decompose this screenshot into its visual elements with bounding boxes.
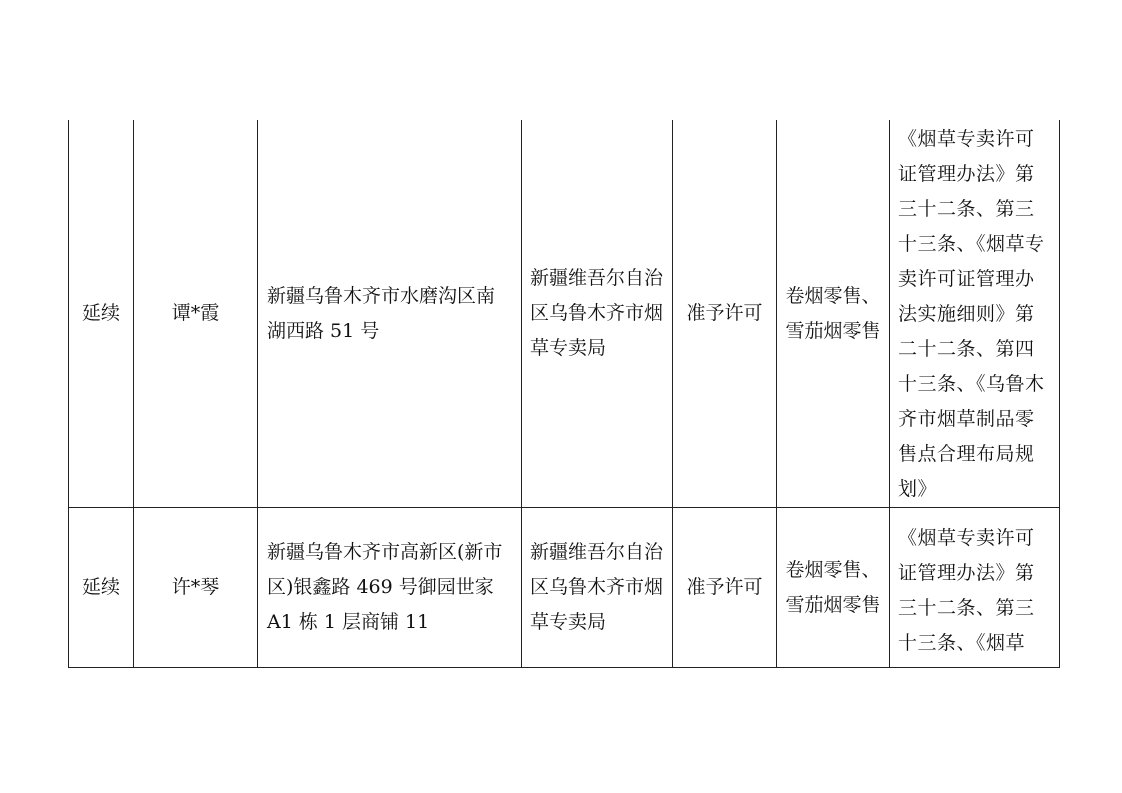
cell-type-text: 延续 — [81, 576, 120, 598]
cell-scope-text: 卷烟零售、雪茄烟零售 — [785, 558, 881, 616]
cell-address — [258, 120, 522, 508]
cell-address — [258, 508, 522, 668]
cell-address-text: 新疆乌鲁木齐市水磨沟区南湖西路 51 号 — [267, 284, 496, 342]
cell-basis-text: 《烟草专卖许可证管理办法》第三十二条、第三十三条、《烟草 — [898, 527, 1035, 654]
cell-name-text: 谭*霞 — [171, 302, 220, 324]
cell-decision-text: 准予许可 — [686, 302, 763, 324]
cell-authority — [522, 120, 673, 508]
cell-type — [69, 120, 134, 508]
cell-type — [69, 508, 134, 668]
table-row — [69, 508, 1060, 668]
cell-name-text: 许*琴 — [171, 576, 220, 598]
license-table — [68, 120, 1060, 668]
cell-authority-text: 新疆维吾尔自治区乌鲁木齐市烟草专卖局 — [530, 267, 664, 359]
cell-type-text: 延续 — [81, 302, 120, 324]
cell-basis — [890, 508, 1060, 668]
cell-scope — [777, 508, 890, 668]
cell-basis-text: 《烟草专卖许可证管理办法》第三十二条、第三十三条、《烟草专卖许可证管理办法实施细则》第二十二条、第四十三条、《乌鲁木齐市烟草制品零售点合理布局规划》 — [898, 128, 1045, 500]
cell-authority — [522, 508, 673, 668]
cell-address-text: 新疆乌鲁木齐市高新区(新市区)银鑫路 469 号御园世家 A1 栋 1 层商铺 11 — [267, 541, 503, 633]
cell-decision — [673, 508, 777, 668]
cell-basis — [890, 120, 1060, 508]
cell-scope-text: 卷烟零售、雪茄烟零售 — [785, 284, 881, 342]
cell-decision-text: 准予许可 — [686, 576, 763, 598]
cell-scope — [777, 120, 890, 508]
cell-name — [134, 120, 258, 508]
cell-name — [134, 508, 258, 668]
table-row — [69, 120, 1060, 508]
cell-decision — [673, 120, 777, 508]
cell-authority-text: 新疆维吾尔自治区乌鲁木齐市烟草专卖局 — [530, 541, 664, 633]
